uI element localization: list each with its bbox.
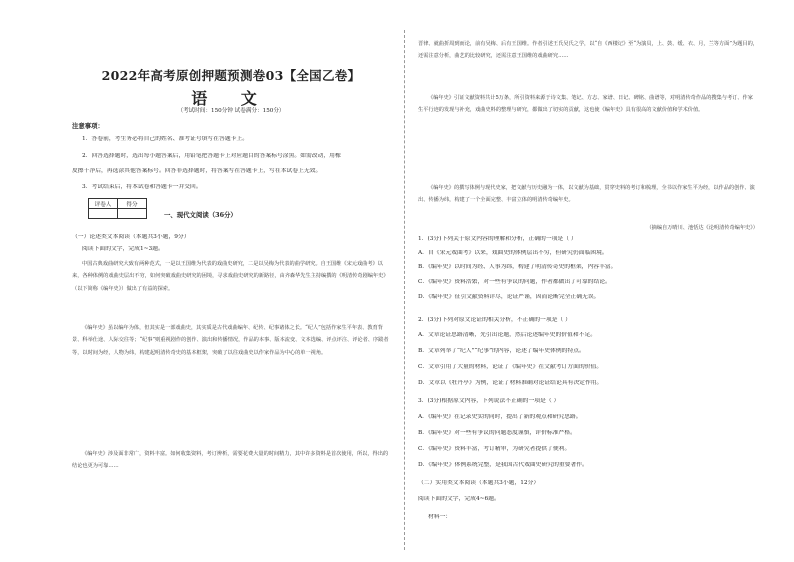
passage-paragraph: 《编年史》引证文献资料共计5万条，所引资料来源于诗文集、笔记、方志、家谱、日记、碑铭、曲谱等，对明清传奇作品的搜集与考订、作家生平行迹的发现与补充，戏曲史料的整理与研究，都做出了切实的贡献，这也使《编年史》具有很高的文献价值和学术价值。 [418,95,753,114]
sub-heading: （二）实用类文本阅读（本题共3小题，12分） [418,480,540,486]
subject-title: 语 文 [191,89,271,108]
score-table-score: 得分 [118,199,147,209]
question-option: A．自《宋元戏曲考》以来，戏曲史的体例层出不穷，但研究仍面临困境。 [418,250,608,256]
question-stem: 3．(3分)根据原文内容，下列说法不正确的一项是（ ） [418,398,560,404]
question-option: B．《编年史》以时间为经、人事为纬，构建了明清传奇史的框架，内容丰富。 [418,264,617,270]
question-stem: 1．(3分)下列关于原文内容的理解和分析，正确的一项是（ ） [418,236,577,242]
instruction: 阅读下面的文字，完成1~3题。 [82,246,164,252]
question-option: D．《编年史》征引文献资料详尽，论证严谨，因而论断完全正确无误。 [418,294,600,300]
sub-heading: （一）论述类文本阅读（本题共3小题，9分） [72,234,190,240]
notice-item: 1．答卷前，考生务必将自己的姓名、准考证号填写在答题卡上。 [82,136,249,142]
score-table [88,198,147,219]
exam-info: （考试时间：150分钟 试卷满分：150分） [177,108,285,114]
question-option: B．《编年史》对一些有争议的问题态度谨慎，评价标准严格。 [418,430,576,436]
passage-paragraph: 《编年史》涉及面非常广，资料丰富。如何收集资料，考订辨析，需要花费大量的时间精力，其中许多资料是首次使用，所以，得出的结论也更为可靠…… [72,451,389,470]
question-stem: 2．(3分)下列对原文论证的相关分析，不正确的一项是（ ） [418,317,571,323]
passage-paragraph: 《编年史》的撰写体例与现代史家，把文献与历史融为一体，以文献为基础，贯穿史料的考订和梳理，全书以作家生平为经，以作品的创作、演出、传播为纬，构建了一个全面完整、丰富立体的明清传奇编年史。 [418,185,755,204]
notice-item: 3．考试结束后，将本试卷和答题卡一并交回。 [82,184,202,190]
score-table-grader: 评卷人 [89,199,118,209]
notice-item: 皮擦干净后，再选涂其他答案标号。回答非选择题时，将答案写在答题卡上，写在本试卷上无效。 [72,168,322,174]
passage-paragraph: 中国古典戏曲研究大致有两种范式，一是以王国维为代表的戏曲史研究，二是以吴梅为代表的曲学研究。自王国维《宋元戏曲考》以来，各种体例的戏曲史层出不穷，如何突破戏曲史研究的困境，寻求戏曲史研究的新路径，由齐森华先生主持编撰的《明清传奇剧编年史》（以下简称《编年史》）做出了有益的探索。 [72,261,389,292]
section-heading: 一、现代文阅读（36分） [164,211,237,219]
material-label: 材料一： [428,514,452,520]
passage-source: （摘编自万晴川、池恬达《论明清传奇编年史》） [646,225,758,231]
question-option: D．《编年史》体例系统完整，是我国古代戏曲史研究的重要著作。 [418,462,588,468]
question-option: A．文章论证思路清晰，先引出论题，然后论述编年史的价值和不足。 [418,332,597,338]
instruction: 阅读下面的文字，完成4~6题。 [418,496,500,502]
passage-paragraph: 晋律、就曲折周到而论，前有吴梅、后有王国维。作者引述王氏吴氏之学，以“自《西楼记》至“为演员，上、鼓、缓、衣、月，兰等方面”为题目的，还需注意分析，曲艺的比较研究，还需注意王国维的戏曲研究…… [418,41,758,60]
question-option: B．文章列举了“纪人”“纪事”的内容，论述了编年史体例的特点。 [418,348,585,354]
question-option: D．文章以《牡丹亭》为例，论证了材料准确对论证结论具有决定作用。 [418,380,603,386]
notice-item: 2．回答选择题时，选出每小题答案后，用铅笔把答题卡上对应题目的答案标号涂黑。如需改动，用橡 [82,153,341,159]
passage-paragraph: 《编年史》虽以编年为体，但其实是一部戏曲史，其实质是古代戏曲编年、纪传、纪事诸体之长。“纪人”包括作家生平年表、教育背景、科举仕途、人际交往等；“纪事”则重视剧作的创作、演出和传播情况，作品的本事、版本流变、文本选编、评点评注、评论者、序跋者等，以时间为经，人物为纬，构建起明清传奇史的基本框架，突破了以往戏曲史以作家作品为中心的单一视角。 [72,325,389,356]
question-option: C．文章引用了大量的材料，论证了《编年史》在文献考订方面的价值。 [418,364,603,370]
question-option: A．《编年史》在记录史实的同时，提出了新的观点和研究思路。 [418,414,582,420]
exam-title: 2022年高考原创押题预测卷03【全国乙卷】 [101,68,361,83]
column-divider [404,30,405,550]
score-table-cell[interactable] [89,209,118,219]
question-option: C．《编年史》资料丰富，考订精审，为研究者提供了便利。 [418,446,571,452]
notice-heading: 注意事项： [72,122,104,130]
question-option: C．《编年史》资料浩繁，对一些有争议的问题，作者都做出了可靠的结论。 [418,279,611,285]
score-table-cell[interactable] [118,209,147,219]
